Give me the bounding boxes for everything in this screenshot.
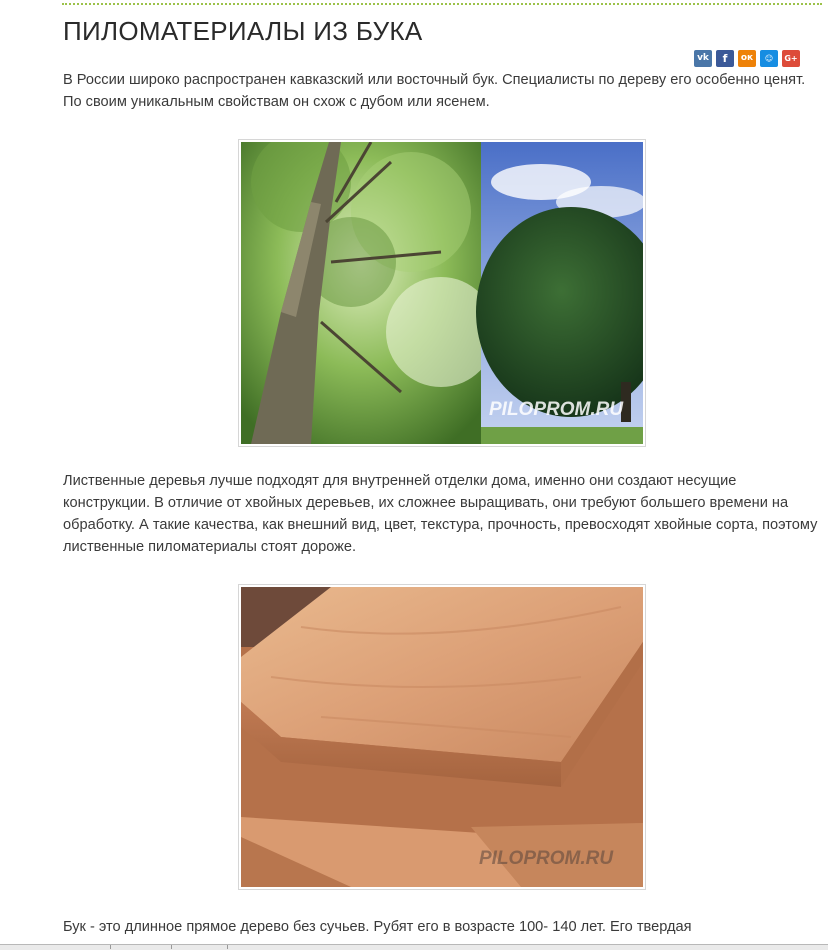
- taskbar-strip: [0, 944, 828, 950]
- article-paragraph-3: Бук - это длинное прямое дерево без сучьев. Рубят его в возрасте 100- 140 лет. Его твердая: [63, 919, 692, 935]
- beech-boards-photo: [238, 584, 646, 890]
- googleplus-icon: G+: [784, 53, 798, 63]
- facebook-share-button[interactable]: [716, 50, 734, 67]
- beech-tree-image: [241, 142, 643, 444]
- social-share-bar: [694, 50, 800, 67]
- article-paragraph-2: Лиственные деревья лучше подходят для внутренней отделки дома, именно они создают несущие конструкции. В отличие от хвойных деревьев, их сложнее выращивать, они требуют большего времени на обработку. А такие качества, как внешний вид, цвет, текстура, прочность, превосходят хвойные сорта, поэтому лиственные пиломатериалы стоят дороже.: [63, 473, 818, 555]
- taskbar-item[interactable]: [0, 945, 111, 949]
- taskbar-item[interactable]: [111, 945, 172, 949]
- vk-share-button[interactable]: [694, 50, 712, 67]
- odnoklassniki-share-button[interactable]: [738, 50, 756, 67]
- mailru-share-button[interactable]: [760, 50, 778, 67]
- googleplus-share-button[interactable]: [782, 50, 800, 67]
- beech-tree-photo: [238, 139, 646, 447]
- image-watermark: PILOPROM.RU: [479, 848, 614, 869]
- mailru-icon: ☺: [764, 53, 774, 63]
- article-paragraph-1: В России широко распространен кавказский или восточный бук. Специалисты по дереву его особенно ценят. По своим уникальным свойствам он схож с дубом или ясенем.: [63, 72, 806, 110]
- vk-icon: vk: [697, 53, 709, 63]
- beech-boards-image: [241, 587, 643, 887]
- page-title: ПИЛОМАТЕРИАЛЫ ИЗ БУКА: [63, 16, 423, 46]
- facebook-icon: f: [722, 52, 728, 65]
- top-divider: [62, 3, 822, 5]
- taskbar-item[interactable]: [172, 945, 228, 949]
- image-watermark: PILOPROM.RU: [489, 399, 624, 420]
- odnoklassniki-icon: ок: [740, 53, 754, 63]
